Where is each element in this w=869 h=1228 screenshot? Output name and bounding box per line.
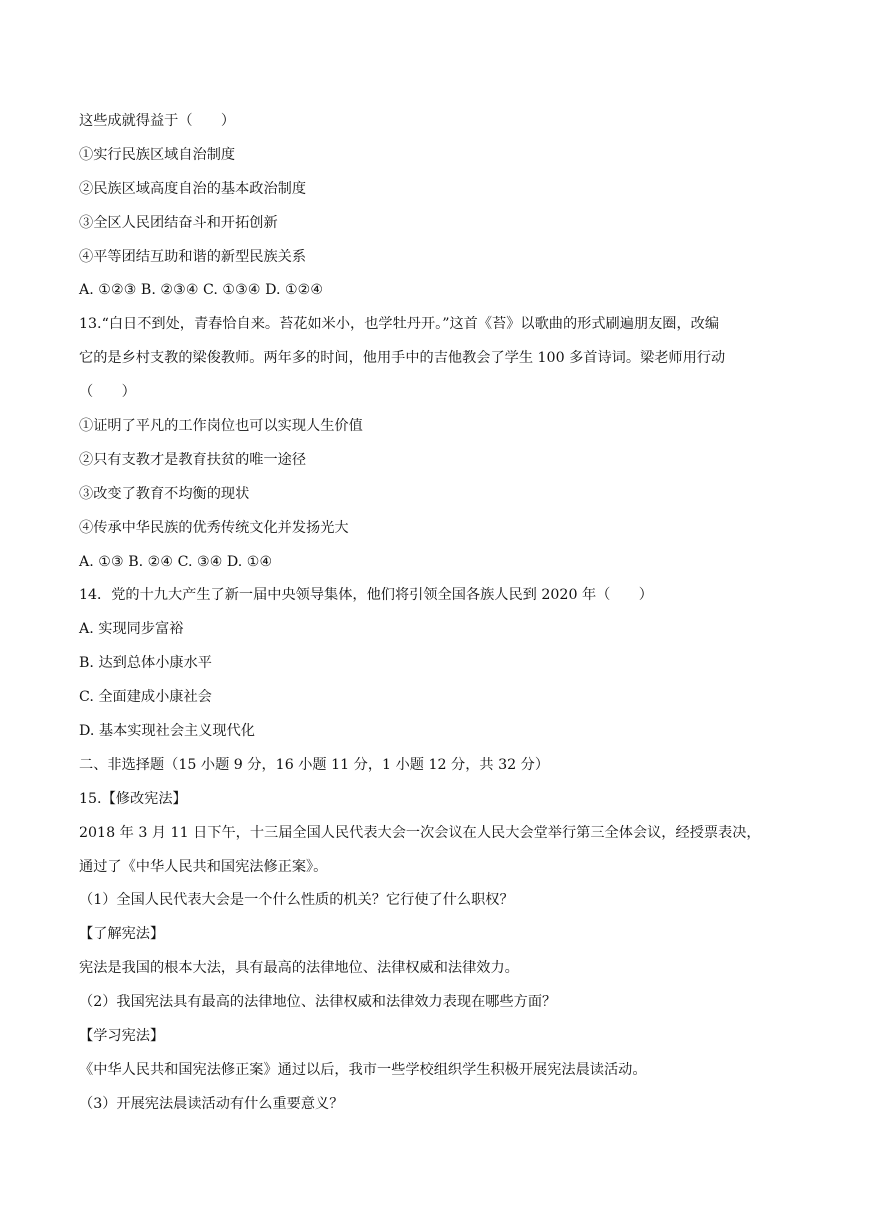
question-15-sub-1: （1）全国人民代表大会是一个什么性质的机关？它行使了什么职权？ — [79, 892, 514, 909]
question-13-choices: A. ①③ B. ②④ C. ③④ D. ①④ — [79, 553, 273, 570]
question-12-option-3: ③全区人民团结奋斗和开拓创新 — [79, 214, 278, 231]
question-13-stem-line-3: （ ） — [79, 384, 136, 401]
question-15-material-2: 宪法是我国的根本大法，具有最高的法律地位、法律权威和法律效力。 — [79, 960, 519, 977]
section-2-heading: 二、非选择题（15 小题 9 分，16 小题 11 分，1 小题 12 分，共 32 分） — [79, 756, 550, 773]
question-14-choice-c: C. 全面建成小康社会 — [79, 689, 212, 706]
question-13-stem-line-2: 它的是乡村支教的梁俊教师。两年多的时间，他用手中的吉他教会了学生 100 多首诗词。梁老师用行动 — [79, 350, 726, 367]
question-15-material-line-1: 2018 年 3 月 11 日下午，十三届全国人民代表大会一次会议在人民大会堂举行第三全体会议，经授票表决， — [79, 824, 761, 841]
question-15-sub-2: （2）我国宪法具有最高的法律地位、法律权威和法律效力表现在哪些方面？ — [79, 994, 557, 1011]
question-15-material-3: 《中华人民共和国宪法修正案》通过以后，我市一些学校组织学生积极开展宪法晨读活动。 — [79, 1061, 647, 1078]
question-12-stem-tail: 这些成就得益于（ ） — [79, 113, 236, 129]
question-15-section-understand: 【了解宪法】 — [79, 926, 165, 943]
question-12-choices: A. ①②③ B. ②③④ C. ①③④ D. ①②④ — [79, 282, 324, 299]
question-15-sub-3: （3）开展宪法晨读活动有什么重要意义？ — [79, 1095, 344, 1112]
question-15-heading: 15.【修改宪法】 — [79, 790, 187, 807]
question-15-material-line-2: 通过了《中华人民共和国宪法修正案》。 — [79, 858, 328, 875]
question-14-stem: 14．党的十九大产生了新一届中央领导集体，他们将引领全国各族人民到 2020 年（ ） — [79, 587, 653, 604]
question-15-section-study: 【学习宪法】 — [79, 1028, 165, 1045]
question-14-choice-d: D. 基本实现社会主义现代化 — [79, 723, 255, 740]
question-12-option-1: ①实行民族区域自治制度 — [79, 146, 236, 163]
question-13-option-2: ②只有支教才是教育扶贫的唯一途径 — [79, 451, 307, 468]
question-13-option-1: ①证明了平凡的工作岗位也可以实现人生价值 — [79, 418, 363, 435]
question-13-option-3: ③改变了教育不均衡的现状 — [79, 485, 250, 502]
question-14-choice-a: A. 实现同步富裕 — [79, 621, 184, 638]
question-13-option-4: ④传承中华民族的优秀传统文化并发扬光大 — [79, 519, 349, 536]
document-body — [79, 110, 799, 1127]
question-12-option-2: ②民族区域高度自治的基本政治制度 — [79, 180, 307, 197]
question-13-stem-line-1: 13.“白日不到处，青春恰自来。苔花如米小，也学牡丹开。”这首《苔》以歌曲的形式刷遍朋友圈，改编 — [79, 316, 720, 333]
question-14-choice-b: B. 达到总体小康水平 — [79, 655, 212, 672]
question-12-option-4: ④平等团结互助和谐的新型民族关系 — [79, 248, 307, 265]
